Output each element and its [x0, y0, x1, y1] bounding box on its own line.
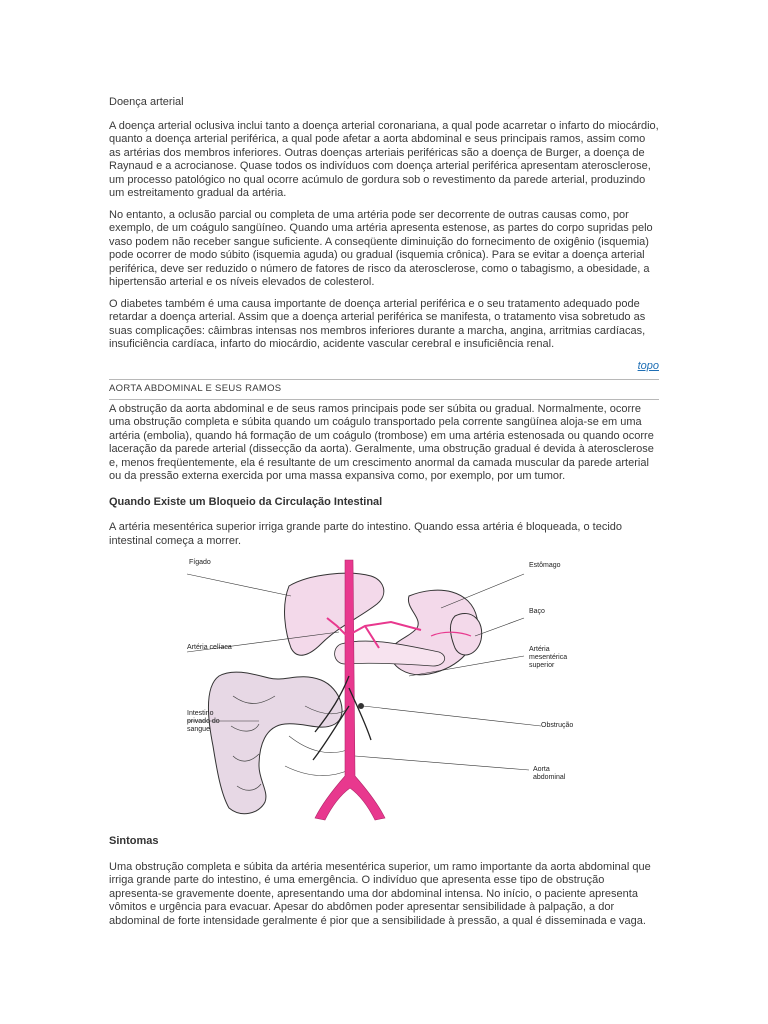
subheading-paragraph: A artéria mesentérica superior irriga grande parte do intestino. Quando essa artéria é bloqueada, o tecido intestinal começa a morrer.	[109, 521, 623, 547]
topo-row	[109, 360, 659, 374]
page-title: Doença arterial	[109, 96, 184, 108]
topo-link[interactable]: topo	[637, 359, 659, 372]
sintomas-heading: Sintomas	[109, 835, 159, 847]
document-page	[109, 96, 659, 936]
section-title: AORTA ABDOMINAL E SEUS RAMOS	[109, 379, 659, 400]
intro-paragraph-1: A doença arterial oclusiva inclui tanto a doença arterial coronariana, a qual pode acarretar o infarto do miocárdio, quanto a doença arterial periférica, a qual pode afetar a aorta abdominal e seus principais ramos, assim como as artérias dos membros inferiores. Outras doenças arteriais periféricas são a doença de Burger, a doença de Raynaud e a acrocianose. Quase todos os indivíduos com doença arterial periférica apresentam aterosclerose, um processo patológico no qual ocorre acúmulo de gordura sob o revestimento da parede arterial, produzindo um estreitamento gradual da artéria.	[109, 119, 659, 199]
section-paragraph: A obstrução da aorta abdominal e de seus ramos principais pode ser súbita ou gradual. Normalmente, ocorre uma obstrução completa e súbita quando um coágulo transportado pela corrente sangüínea aloja-se em uma artéria (embolia), quando há formação de um coágulo (trombose) em uma artéria estenosada ou quando ocorre laceração da parede arterial (dissecção da aorta). Geralmente, uma obstrução gradual é devida à aterosclerose e, menos freqüentemente, ela é resultante de um crescimento anormal da camada muscular da parede arterial ou da pressão externa exercida por uma massa expansiva como, por exemplo, por um tumor.	[109, 402, 654, 482]
label-intestino: Intestino privado do sangue	[187, 710, 220, 733]
intro-paragraph-2: No entanto, a oclusão parcial ou completa de uma artéria pode ser decorrente de outras causas como, por exemplo, de um coágulo sangüíneo. Quando uma artéria apresenta estenose, as partes do corpo supridas pelo vaso podem não receber sangue suficiente. A conseqüente diminuição do fornecimento de oxigênio (isquemia) pode ocorrer de modo súbito (isquemia aguda) ou gradual (isquemia crônica). Para se evitar a doença arterial periférica, deve ser reduzido o número de fatores de risco da aterosclerose, como o tabagismo, a obesidade, a hipertensão arterial e os níveis elevados de colesterol.	[109, 208, 653, 288]
anatomy-figure	[109, 556, 574, 821]
intro-paragraph-3: O diabetes também é uma causa importante de doença arterial periférica e o seu tratamento adequado pode retardar a doença arterial. Assim que a doença arterial periférica se manifesta, o tratamento visa sobretudo as suas complicações: câimbras intensas nos membros inferiores durante a marcha, angina, arritmias cardíacas, insuficiência cardíaca, infarto do miocárdio, acidente vascular cerebral e insuficiência renal.	[109, 297, 646, 350]
label-arteria-mesenterica: Artéria mesentérica superior	[529, 646, 568, 669]
label-obstrucao: Obstrução	[541, 722, 574, 729]
sintomas-paragraph: Uma obstrução completa e súbita da artéria mesentérica superior, um ramo importante da aorta abdominal que irriga grande parte do intestino, é uma emergência. O indivíduo que apresenta esse tipo de obstrução apresenta-se gravemente doente, apresentando uma dor abdominal intensa. No início, o paciente apresenta vômitos e urgência para evacuar. Apesar do abdômen poder apresentar sensibilidade à palpação, a dor abdominal de forte intensidade geralmente é pior que a sensibilidade à pressão, a qual é disseminada e vaga.	[109, 860, 651, 927]
anatomy-illustration	[109, 556, 569, 821]
label-arteria-celiaca: Artéria celíaca	[187, 644, 232, 651]
label-figado: Fígado	[189, 559, 211, 566]
label-baco: Baço	[529, 608, 545, 615]
label-aorta: Aorta abdominal	[533, 766, 566, 781]
subheading: Quando Existe um Bloqueio da Circulação Intestinal	[109, 495, 383, 508]
intestine-shape	[208, 672, 342, 814]
label-estomago: Estômago	[529, 562, 561, 569]
